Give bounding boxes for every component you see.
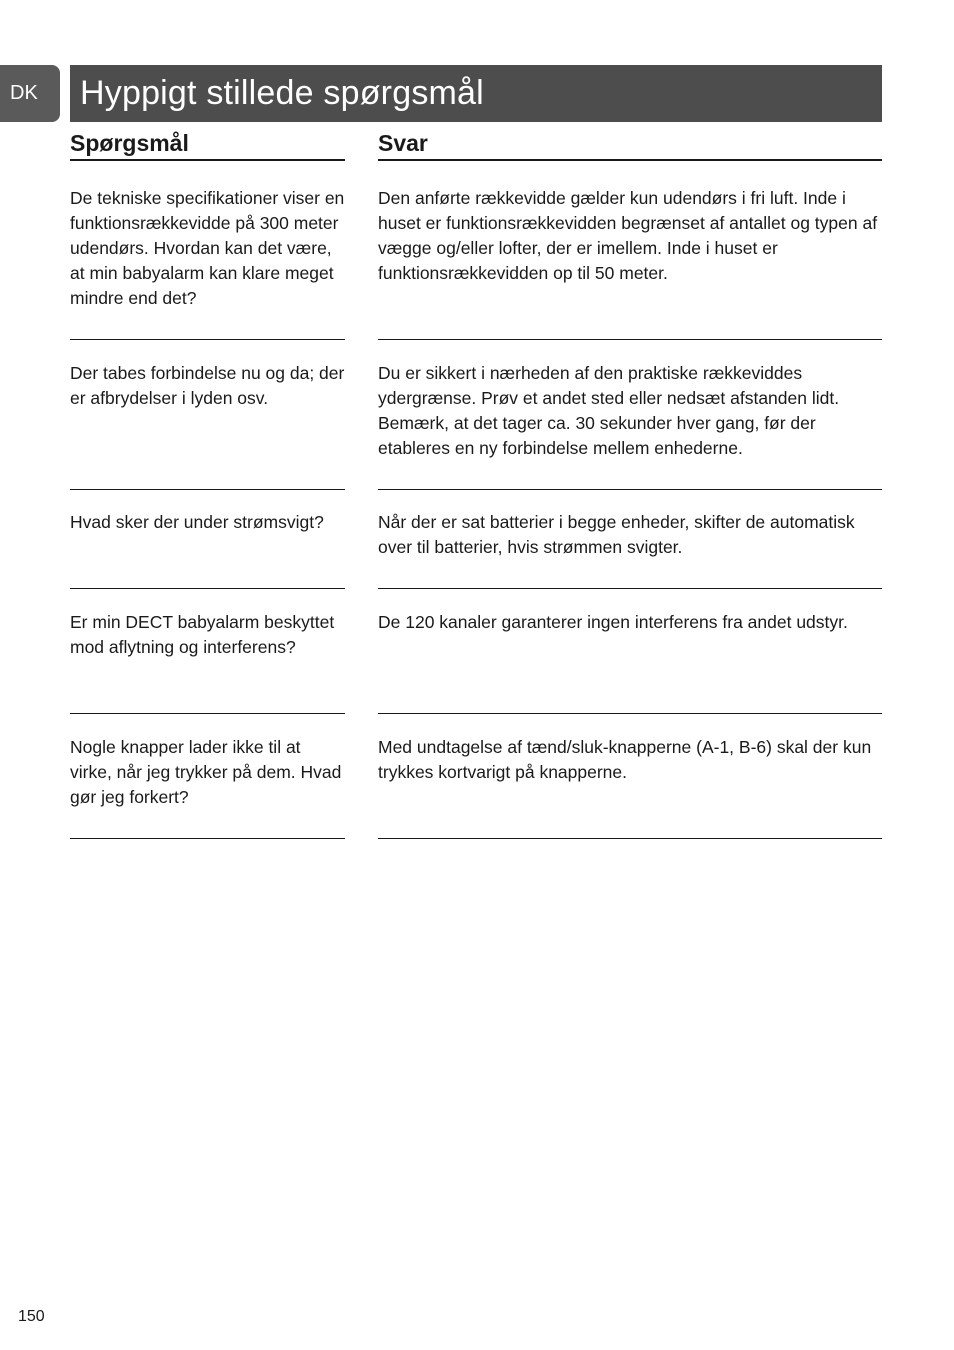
page-number: 150	[18, 1308, 45, 1325]
faq-answer: Den anførte rækkevidde gælder kun udendørs i fri luft. Inde i huset er funktionsrækkevidden begrænset af antallet og typen af vægge og/eller lofter, der er imellem. Inde i huset er funktionsrækkevidden op til 50 meter.	[378, 186, 882, 340]
title-bar	[70, 65, 882, 122]
page-title: Hyppigt stillede spørgsmål	[80, 74, 484, 112]
language-tab: DK	[0, 65, 60, 122]
faq-question: De tekniske specifikationer viser en funktionsrækkevidde på 300 meter udendørs. Hvordan kan det være, at min babyalarm kan klare meget mindre end det?	[70, 186, 345, 340]
faq-answer: Når der er sat batterier i begge enheder, skifter de automatisk over til batterier, hvis strømmen svigter.	[378, 510, 882, 589]
faq-question: Nogle knapper lader ikke til at virke, når jeg trykker på dem. Hvad gør jeg forkert?	[70, 735, 345, 839]
faq-question: Hvad sker der under strømsvigt?	[70, 510, 345, 589]
question-column-header: Spørgsmål	[70, 128, 345, 161]
answer-column-header: Svar	[378, 128, 882, 161]
faq-answer: Du er sikkert i nærheden af den praktiske rækkeviddes ydergrænse. Prøv et andet sted eller nedsæt afstanden lidt. Bemærk, at det tager ca. 30 sekunder hver gang, før der etableres en ny forbindelse mellem enhederne.	[378, 361, 882, 490]
faq-question: Der tabes forbindelse nu og da; der er afbrydelser i lyden osv.	[70, 361, 345, 490]
faq-answer: Med undtagelse af tænd/sluk-knapperne (A-1, B-6) skal der kun trykkes kortvarigt på knapperne.	[378, 735, 882, 839]
faq-answer: De 120 kanaler garanterer ingen interferens fra andet udstyr.	[378, 610, 882, 714]
faq-question: Er min DECT babyalarm beskyttet mod aflytning og interferens?	[70, 610, 345, 714]
